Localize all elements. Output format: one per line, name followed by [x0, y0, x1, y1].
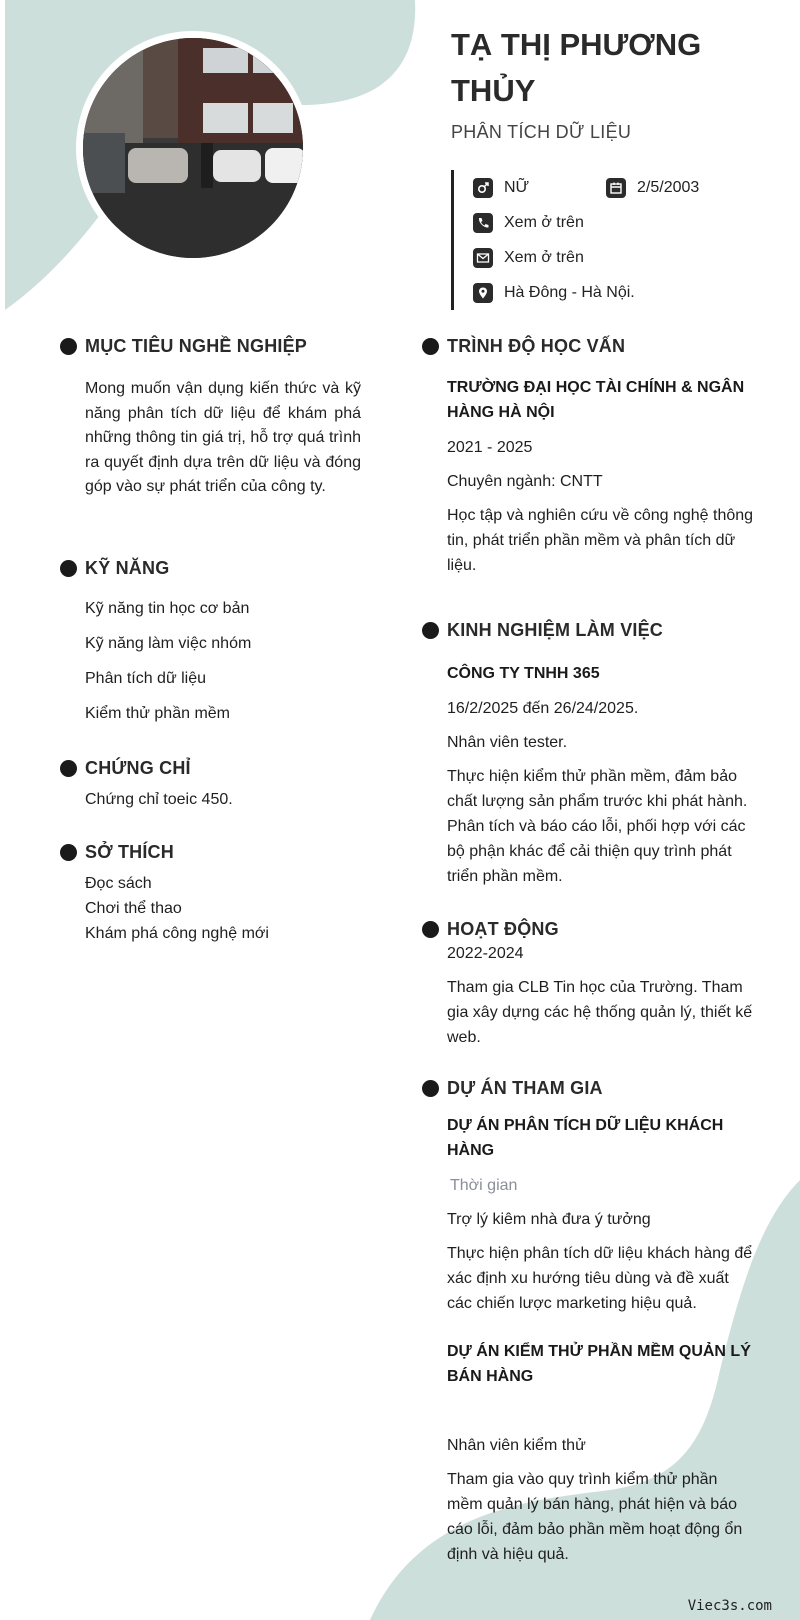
phone-text: Xem ở trên: [504, 213, 584, 231]
section-bullet: [422, 921, 439, 938]
project-role: Nhân viên kiểm thử: [447, 1437, 586, 1454]
section-bullet: [422, 622, 439, 639]
contact-row-email: [473, 240, 699, 275]
education-description: Học tập và nghiên cứu về công nghệ thông tin, phát triển phần mềm và phân tích dữ liệu.: [447, 507, 754, 574]
section-bullet: [60, 844, 77, 861]
gender-item: [473, 178, 606, 198]
skills-heading: KỸ NĂNG: [85, 558, 170, 578]
hobbies-list: [85, 871, 361, 946]
hobby-item: Chơi thể thao: [85, 900, 182, 917]
activities-period: 2022-2024: [447, 945, 524, 962]
job-title: PHÂN TÍCH DỮ LIỆU: [451, 122, 632, 142]
phone-icon: [473, 213, 493, 233]
education-heading: TRÌNH ĐỘ HỌC VẤN: [447, 336, 626, 356]
profile-photo-frame: [76, 31, 310, 265]
location-pin-icon: [473, 283, 493, 303]
section-bullet: [60, 560, 77, 577]
contact-row-address: [473, 275, 699, 310]
email-text: Xem ở trên: [504, 248, 584, 266]
experience-description: Thực hiện kiểm thử phần mềm, đảm bảo chất lượng sản phẩm trước khi phát hành. Phân tích và báo cáo lỗi, phối hợp với các bộ phận khác để cải thiện quy trình phát triển phần mềm.: [447, 768, 748, 885]
objective-heading: MỤC TIÊU NGHỀ NGHIỆP: [85, 336, 308, 356]
skills-section: [85, 558, 361, 736]
education-section: [447, 336, 757, 578]
watermark-text: Viec3s.com: [687, 1598, 772, 1614]
project-time: [447, 1399, 757, 1424]
projects-section: [447, 1078, 757, 1567]
profile-photo: [83, 38, 303, 258]
skills-list: [85, 596, 361, 736]
skill-item: Kỹ năng tin học cơ bản: [85, 600, 250, 617]
project-item: [447, 1113, 757, 1316]
skill-item: Kiểm thử phần mềm: [85, 705, 230, 722]
project-role: Trợ lý kiêm nhà đưa ý tưởng: [447, 1211, 651, 1228]
hobby-item: Khám phá công nghệ mới: [85, 925, 269, 942]
contact-row-gender-birthdate: [473, 170, 699, 205]
calendar-icon: [606, 178, 626, 198]
birthdate-item: [606, 178, 699, 198]
project-item: [447, 1339, 757, 1567]
contact-row-phone: [473, 205, 699, 240]
project-description: Thực hiện phân tích dữ liệu khách hàng để xác định xu hướng tiêu dùng và đề xuất các chiến lược marketing hiệu quả.: [447, 1245, 753, 1312]
certificates-section: [85, 758, 361, 812]
hobbies-heading: SỞ THÍCH: [85, 842, 174, 862]
section-bullet: [60, 760, 77, 777]
activities-description: Tham gia CLB Tin học của Trường. Tham gia xây dựng các hệ thống quản lý, thiết kế web.: [447, 979, 753, 1046]
certificates-heading: CHỨNG CHỈ: [85, 758, 191, 778]
company-name: CÔNG TY TNHH 365: [447, 665, 600, 682]
gender-text: NỮ: [504, 178, 530, 196]
experience-heading: KINH NGHIỆM LÀM VIỆC: [447, 620, 664, 640]
section-bullet: [422, 338, 439, 355]
hobbies-section: [85, 842, 361, 946]
birthdate-text: 2/5/2003: [637, 178, 700, 196]
email-icon: [473, 248, 493, 268]
experience-position: Nhân viên tester.: [447, 734, 568, 751]
skill-item: Phân tích dữ liệu: [85, 670, 207, 687]
school-name: TRƯỜNG ĐẠI HỌC TÀI CHÍNH & NGÂN HÀNG HÀ NỘI: [447, 379, 745, 421]
projects-heading: DỰ ÁN THAM GIA: [447, 1078, 603, 1098]
education-major: Chuyên ngành: CNTT: [447, 473, 603, 490]
candidate-name: TẠ THỊ PHƯƠNG THỦY: [451, 27, 702, 108]
photo-street-scene-image: [83, 38, 303, 258]
education-period: 2021 - 2025: [447, 439, 533, 456]
certificate-text: Chứng chỉ toeic 450.: [85, 791, 233, 808]
project-time: Thời gian: [450, 1177, 518, 1194]
objective-section: [85, 336, 361, 500]
experience-section: [447, 620, 757, 889]
activities-section: [447, 919, 757, 1050]
objective-text: Mong muốn vận dụng kiến thức và kỹ năng phân tích dữ liệu để khám phá những thông tin giá trị, hỗ trợ quá trình ra quyết định dựa trên dữ liệu và đóng góp vào sự phát triển của công ty.: [85, 380, 361, 495]
project-name: DỰ ÁN KIỂM THỬ PHẦN MỀM QUẢN LÝ BÁN HÀNG: [447, 1343, 751, 1385]
project-name: DỰ ÁN PHÂN TÍCH DỮ LIỆU KHÁCH HÀNG: [447, 1117, 724, 1159]
experience-period: 16/2/2025 đến 26/24/2025.: [447, 700, 639, 717]
skill-item: Kỹ năng làm việc nhóm: [85, 635, 252, 652]
section-bullet: [422, 1080, 439, 1097]
section-bullet: [60, 338, 77, 355]
gender-icon: [473, 178, 493, 198]
address-text: Hà Đông - Hà Nội.: [504, 283, 635, 301]
activities-heading: HOẠT ĐỘNG: [447, 919, 559, 939]
project-description: Tham gia vào quy trình kiểm thử phần mềm quản lý bán hàng, phát hiện và báo cáo lỗi, đảm bảo phần mềm hoạt động ổn định và hiệu quả.: [447, 1471, 743, 1563]
contact-info: [451, 170, 699, 310]
hobby-item: Đọc sách: [85, 875, 152, 892]
